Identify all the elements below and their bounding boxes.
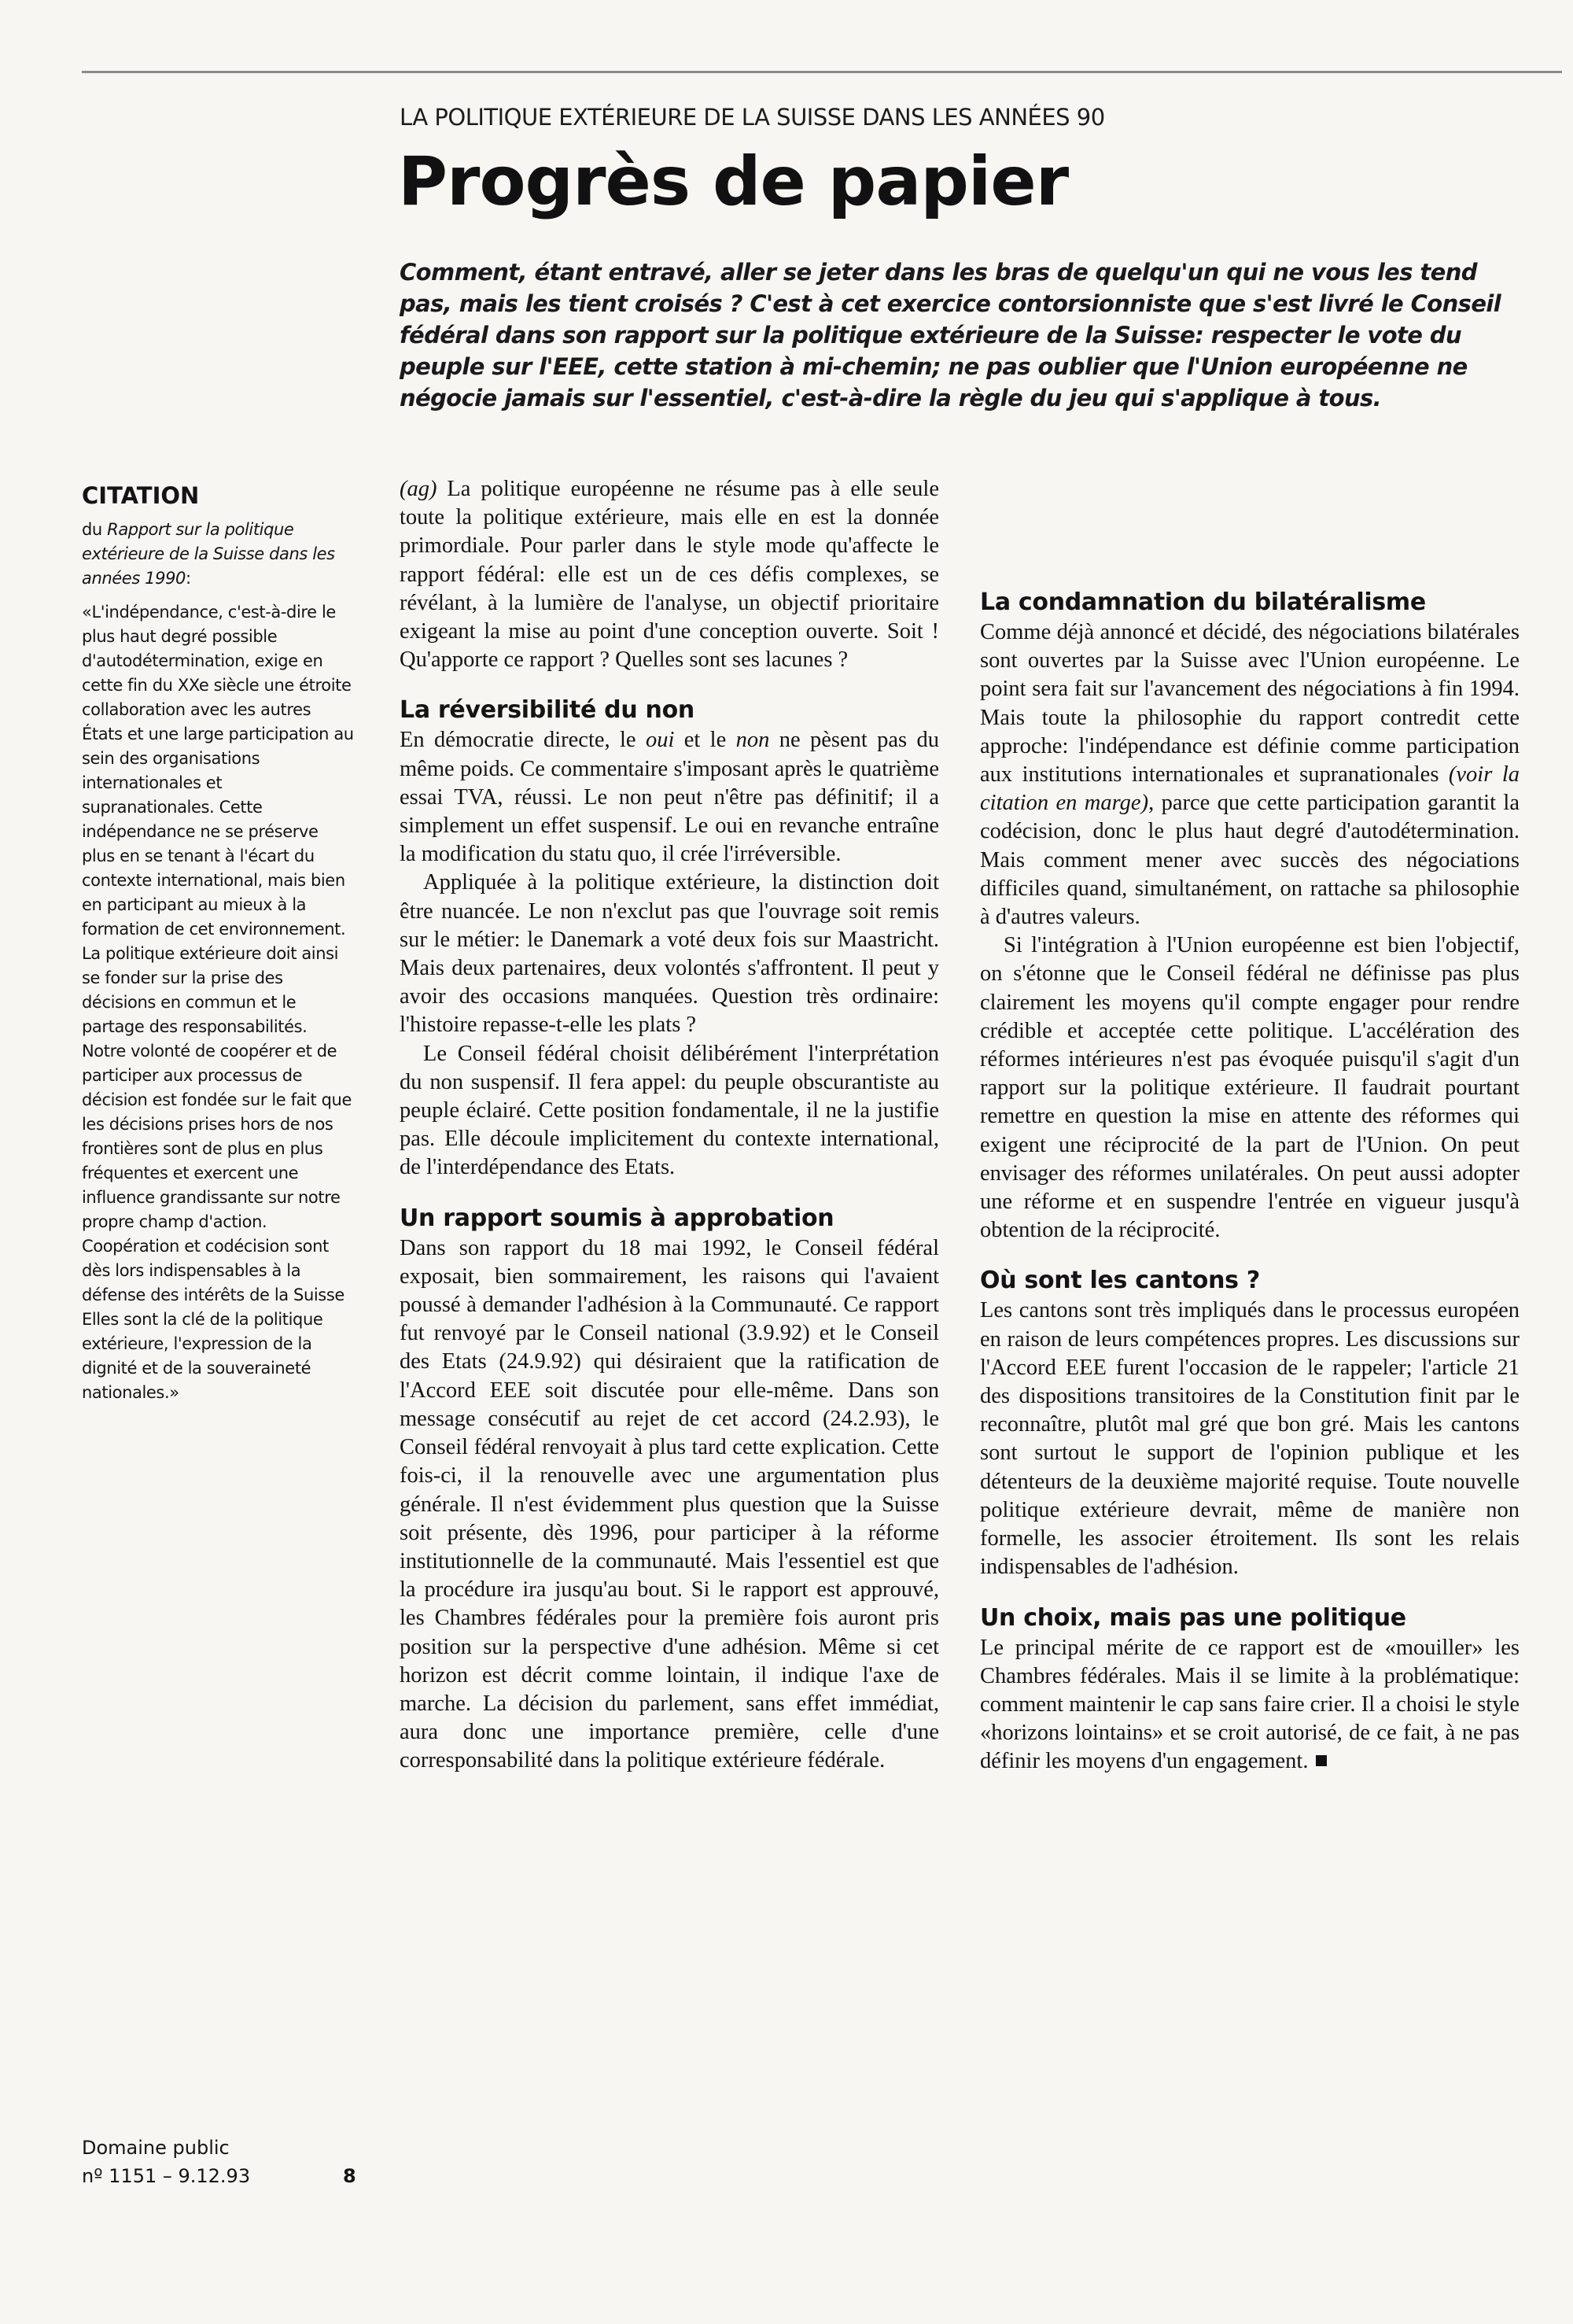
section-heading: La réversibilité du non (400, 696, 694, 725)
article-paragraph: Si l'intégration à l'Union européenne est bien l'objectif, on s'étonne que le Conseil fédéral ne définisse pas plus clairement les moyens qu'il compte engager pour rendre crédible et acceptée cette politique. L'accélération des réformes intérieures n'est pas évoquée puisqu'il s'agit d'un rapport sur la politique extérieure. Il faudrait pourtant remettre en question la mise en attente des réformes qui exigent une réciprocité de la part de l'Union. On peut envisager des réformes unilatérales. On peut aussi adopter une réforme et en suspendre l'entrée en vigueur jusqu'à obtention de la réciprocité. (980, 933, 1520, 1243)
citation-source-title: Rapport sur la politique extérieure de la Suisse dans les années 1990 (82, 520, 335, 588)
section-heading: Où sont les cantons ? (980, 1267, 1260, 1295)
paragraph-text: La politique européenne ne résume pas à elle seule toute la politique extérieure, mais elle en est la donnée primordiale. Pour parler dans le style mode qu'affecte le rapport fédéral: elle est un de ces défis complexes, se révélant, à la lumière de l'analyse, un objectif prioritaire exigeant la mise au point d'une conception ouverte. Soit ! Qu'apporte ce rapport ? Quelles sont ses lacunes ? (400, 477, 939, 673)
paragraph-text: Le principal mérite de ce rapport est de «mouiller» les Chambres fédérales. Mais il se limite à la problématique: comment maintenir le cap sans faire crier. Il a choisi le style «horizons lointains» et se croit autorisé, de ce fait, à ne pas définir les moyens d'un engagement. (980, 1635, 1520, 1774)
end-of-article-mark (1316, 1755, 1327, 1766)
paragraph-text: , parce que cette participation garantit la codécision, donc le plus haut degré d'autodétermination. Mais comment mener avec succès des négociations difficiles quand, simultanément, on rattache sa philosophie à d'autres valeurs. (980, 791, 1520, 930)
section-heading: Un rapport soumis à approbation (400, 1204, 834, 1232)
citation-quote: «L'indépendance, c'est-à-dire le plus haut degré possible d'autodétermination, exige en cette fin du XXe siècle une étroite collaboration avec les autres États et une large participation au sein des organisations internationales et supranationales. Cette indépendance ne se préserve plus en se tenant à l'écart du contexte international, mais bien en participant au mieux à la formation de cet environnement. La politique extérieure doit ainsi se fonder sur la prise des décisions en commun et le partage des responsabilités. Notre volonté de coopérer et de participer aux processus de décision est fondée sur le fait que les décisions prises hors de nos frontières sont de plus en plus fréquentes et exercent une influence grandissante sur notre propre champ d'action. Coopération et codécision sont dès lors indispensables à la défense des intérêts de la Suisse Elles sont la clé de la politique extérieure, l'expression de la dignité et de la souveraineté nationales.» (82, 603, 354, 1402)
article-paragraph: Appliquée à la politique extérieure, la distinction doit être nuancée. Le non n'exclut pas que l'ouvrage soit remis sur le métier: le Danemark a voté deux fois sur Maastricht. Mais deux partenaires, deux volontés s'affrontent. Il peut y avoir des occasions manquées. Question très ordinaire: l'histoire repasse-t-elle les plats ? (400, 870, 939, 1038)
article-title: Progrès de papier (398, 142, 1069, 221)
publication-name: Domaine public (82, 2137, 230, 2159)
article-paragraph: Les cantons sont très impliqués dans le processus européen en raison de leurs compétences propres. Les discussions sur l'Accord EEE furent l'occasion de le rappeler; l'article 21 des dispositions transitoires de la Constitution finit par le reconnaître, plutôt mal gré que bon gré. Mais les cantons sont surtout le support de l'opinion publique et les détenteurs de la deuxième majorité requise. Toute nouvelle politique extérieure devrait, même de manière non formelle, les associer étroitement. Ils sont les relais indispensables de l'adhésion. (980, 1298, 1520, 1580)
citation-source (82, 518, 354, 591)
top-rule (82, 71, 1562, 73)
issue-number: nº 1151 – 9.12.93 (82, 2165, 251, 2187)
page-number: 8 (343, 2165, 356, 2187)
emphasis-oui: oui (645, 728, 675, 753)
citation-source-suffix: : (186, 569, 191, 588)
author-initials: (ag) (400, 477, 437, 501)
paragraph-text: En démocratie directe, le (400, 728, 646, 753)
article-paragraph: Dans son rapport du 18 mai 1992, le Conseil fédéral exposait, bien sommairement, les raisons qui l'avaient poussé à demander l'adhésion à la Communauté. Ce rapport fut renvoyé par le Conseil national (3.9.92) et le Conseil des Etats (24.9.92) qui désiraient que la ratification de l'Accord EEE soit discutée pour elle-même. Dans son message consécutif au rejet de cet accord (24.2.93), le Conseil fédéral renvoyait à plus tard cette explication. Cette fois-ci, il la renouvelle avec une argumentation plus générale. Il n'est évidemment plus question que la Suisse soit présente, dès 1996, pour participer à la réforme institutionnelle de la communauté. Mais l'essentiel est que la procédure ira jusqu'au bout. Si le rapport est approuvé, les Chambres fédérales pour la première fois auront pris position sur la perspective d'une adhésion. Même si cet horizon est décrit comme lointain, il indique l'axe de marche. La décision du parlement, sans effet immédiat, aura donc une importance première, celle d'une corresponsabilité dans la politique extérieure fédérale. (400, 1235, 939, 1773)
section-kicker: LA POLITIQUE EXTÉRIEURE DE LA SUISSE DANS LES ANNÉES 90 (400, 104, 1105, 131)
citation-source-prefix: du (82, 520, 102, 539)
article-paragraph (980, 1634, 1520, 1776)
article-paragraph: Le Conseil fédéral choisit délibérément l'interprétation du non suspensif. Il fera appel: du peuple obscurantiste au peuple éclairé. Cette position fondamentale, il ne la justifie pas. Elle découle implicitement du contexte international, de l'interdépendance des Etats. (400, 1041, 939, 1180)
page-footer (82, 2134, 365, 2187)
citation-sidebar (82, 480, 354, 1405)
article-paragraph (400, 726, 939, 869)
article-paragraph (980, 618, 1520, 931)
section-heading: La condamnation du bilatéralisme (980, 588, 1426, 616)
paragraph-text: ne pèsent pas du même poids. Ce commentaire s'imposant après le quatrième essai TVA, réussi. Le non peut n'être pas définitif; il a simplement un effet suspensif. Le oui en revanche entraîne la modification du statu quo, il crée l'irréversible. (400, 728, 939, 867)
emphasis-non: non (735, 728, 770, 753)
margin-note-reference: (voir la citation en marge) (980, 762, 1520, 816)
article-lead: Comment, étant entravé, aller se jeter dans les bras de quelqu'un qui ne vous les tend pas, mais les tient croisés ? C'est à cet exercice contorsionniste que s'est livré le Conseil fédéral dans son rapport sur la politique extérieure de la Suisse: respecter le vote du peuple sur l'EEE, cette station à mi-chemin; ne pas oublier que l'Union européenne ne négocie jamais sur l'essentiel, c'est-à-dire la règle du jeu qui s'applique à tous. (400, 259, 1501, 411)
section-heading: Un choix, mais pas une politique (980, 1603, 1406, 1632)
article-column-right (980, 475, 1520, 1776)
article-paragraph (400, 475, 939, 674)
paragraph-text: Comme déjà annoncé et décidé, des négociations bilatérales sont ouvertes par la Suisse avec l'Union européenne. Le point sera fait sur l'avancement des négociations à fin 1994. Mais toute la philosophie du rapport contredit cette approche: l'indépendance est définie comme participation aux institutions internationales et supranationales (980, 620, 1520, 788)
article-column-left (400, 475, 939, 1776)
citation-heading: CITATION (82, 482, 200, 509)
paragraph-text: et le (674, 728, 736, 753)
